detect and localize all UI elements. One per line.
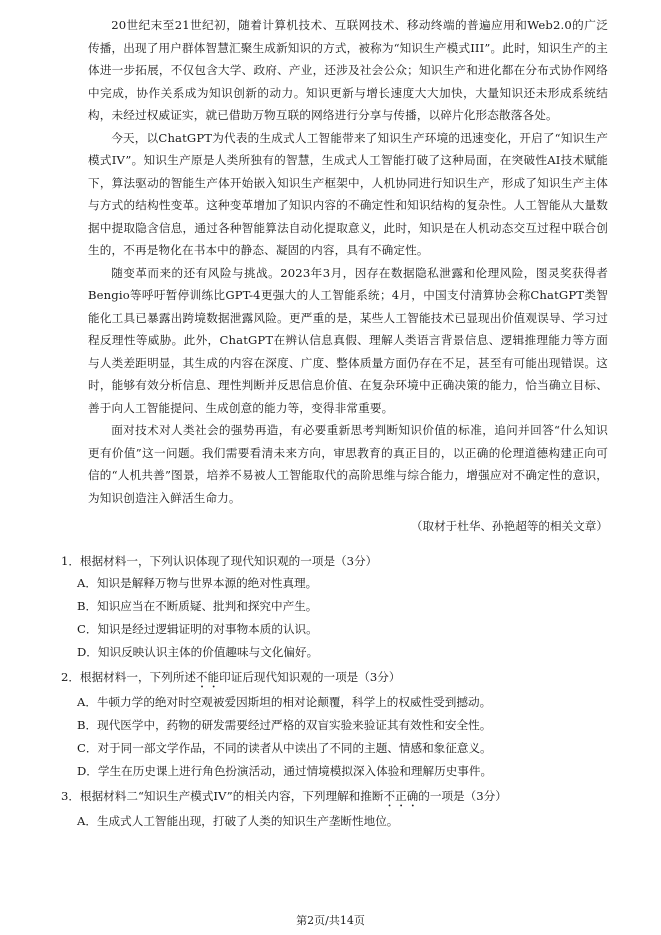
- question-2: [61, 666, 621, 783]
- option-d: D．学生在历史课上进行角色扮演活动，通过情境模拟深入体验和理解历史事件。: [77, 764, 493, 778]
- option-c: C．知识是经过逻辑证明的对事物本质的认识。: [77, 622, 318, 636]
- stem-text: 2．根据材料一，下列所述: [61, 670, 196, 684]
- stem-emphasis: 不能: [195, 670, 220, 684]
- option-c: C．对于同一部文学作品，不同的读者从中读出了不同的主题、情感和象征意义。: [77, 741, 492, 755]
- question-stem: [61, 785, 621, 810]
- option-d: D．知识反映认识主体的价值趣味与文化偏好。: [77, 645, 319, 659]
- passage-paragraph-2: 今天，以ChatGPT为代表的生成式人工智能带来了知识生产环境的迅速变化，开启了“知识生产模式IV”。知识生产原是人类所独有的智慧，生成式人工智能打破了这种局面，在突破性AI技术赋能下，算法驱动的智能生产体开始嵌入知识生产框架中，人机协同进行知识生产，形成了知识生产主体与方式的结构性变革。这种变革增加了知识内容的不确定性和知识结构的复杂性。人工智能从大量数据中提取隐含信息，通过各种智能算法自动化提取意义，此时，知识是在人机动态交互过程中联合创生的，不再是物化在书本中的静态、凝固的内容，具有不确定性。: [88, 130, 608, 257]
- page-number: 第2页/共14页: [296, 914, 365, 927]
- passage-paragraph-1: 20世纪末至21世纪初，随着计算机技术、互联网技术、移动终端的普遍应用和Web2.0的广泛传播，出现了用户群体智慧汇聚生成新知识的方式，被称为“知识生产模式III”。此时，知识生产的主体进一步拓展，不仅包含大学、政府、产业，还涉及社会公众；知识生产和进化都在分布式协作网络中完成，协作关系成为知识创新的动力。知识更新与增长速度大大加快，大量知识还未形成系统结构，未经过权威证实，就已借助万物互联的网络进行分享与传播，以碎片化形态散落各处。: [88, 18, 608, 122]
- question-list: [61, 550, 621, 835]
- passage-paragraph-3: 随变革而来的还有风险与挑战。2023年3月，因存在数据隐私泄露和伦理风险，图灵奖获得者Bengio等呼吁暂停训练比GPT-4更强大的人工智能系统；4月，中国支付清算协会称ChatGPT类智能化工具已暴露出跨境数据泄露风险。更严重的是，某些人工智能技术已显现出价值观误导、学习过程反理性等威胁。此外，ChatGPT在辨认信息真假、理解人类语言背景信息、逻辑推理能力等方面与人类差距明显，其生成的内容在深度、广度、整体质量方面仍存在不足，甚至有可能出现错误。这时，能够有效分析信息、理性判断并反思信息价值、在复杂环境中正确决策的能力，恰当确立目标、善于向人工智能提问、生成创意的能力等，变得非常重要。: [88, 265, 608, 415]
- passage-paragraph-4: 面对技术对人类社会的强势再造，有必要重新思考判断知识价值的标准，追问并回答“什么知识更有价值”这一问题。我们需要看清未来方向，审思教育的真正目的，以正确的伦理道德构建正向可信的“人机共善”图景，培养不易被人工智能取代的高阶思维与综合能力，增强应对不确定性的意识，为知识创造注入鲜活生命力。: [88, 423, 608, 505]
- option-b: B．知识应当在不断质疑、批判和探究中产生。: [77, 599, 318, 613]
- passage-source: （取材于杜华、孙艳超等的相关文章）: [410, 519, 608, 533]
- question-stem: [61, 666, 621, 691]
- stem-emphasis: 不正确: [383, 789, 419, 803]
- option-b: B．现代医学中，药物的研发需要经过严格的双盲实验来验证其有效性和安全性。: [77, 718, 492, 732]
- stem-text: 印证后现代知识观的一项是（3分）: [219, 670, 401, 684]
- question-1: [61, 550, 621, 664]
- stem-text: 的一项是（3分）: [418, 789, 507, 803]
- option-a: A．牛顿力学的绝对时空观被爱因斯坦的相对论颠覆，科学上的权威性受到撼动。: [77, 695, 492, 709]
- stem-text: 3．根据材料二“知识生产模式IV”的相关内容，下列理解和推断: [61, 789, 384, 803]
- option-a: A．知识是解释万物与世界本源的绝对性真理。: [77, 576, 318, 590]
- question-stem: 1．根据材料一，下列认识体现了现代知识观的一项是（3分）: [61, 554, 378, 568]
- question-3: [61, 785, 621, 833]
- option-a: A．生成式人工智能出现，打破了人类的知识生产垄断性地位。: [77, 814, 399, 828]
- reading-passage: [88, 14, 608, 538]
